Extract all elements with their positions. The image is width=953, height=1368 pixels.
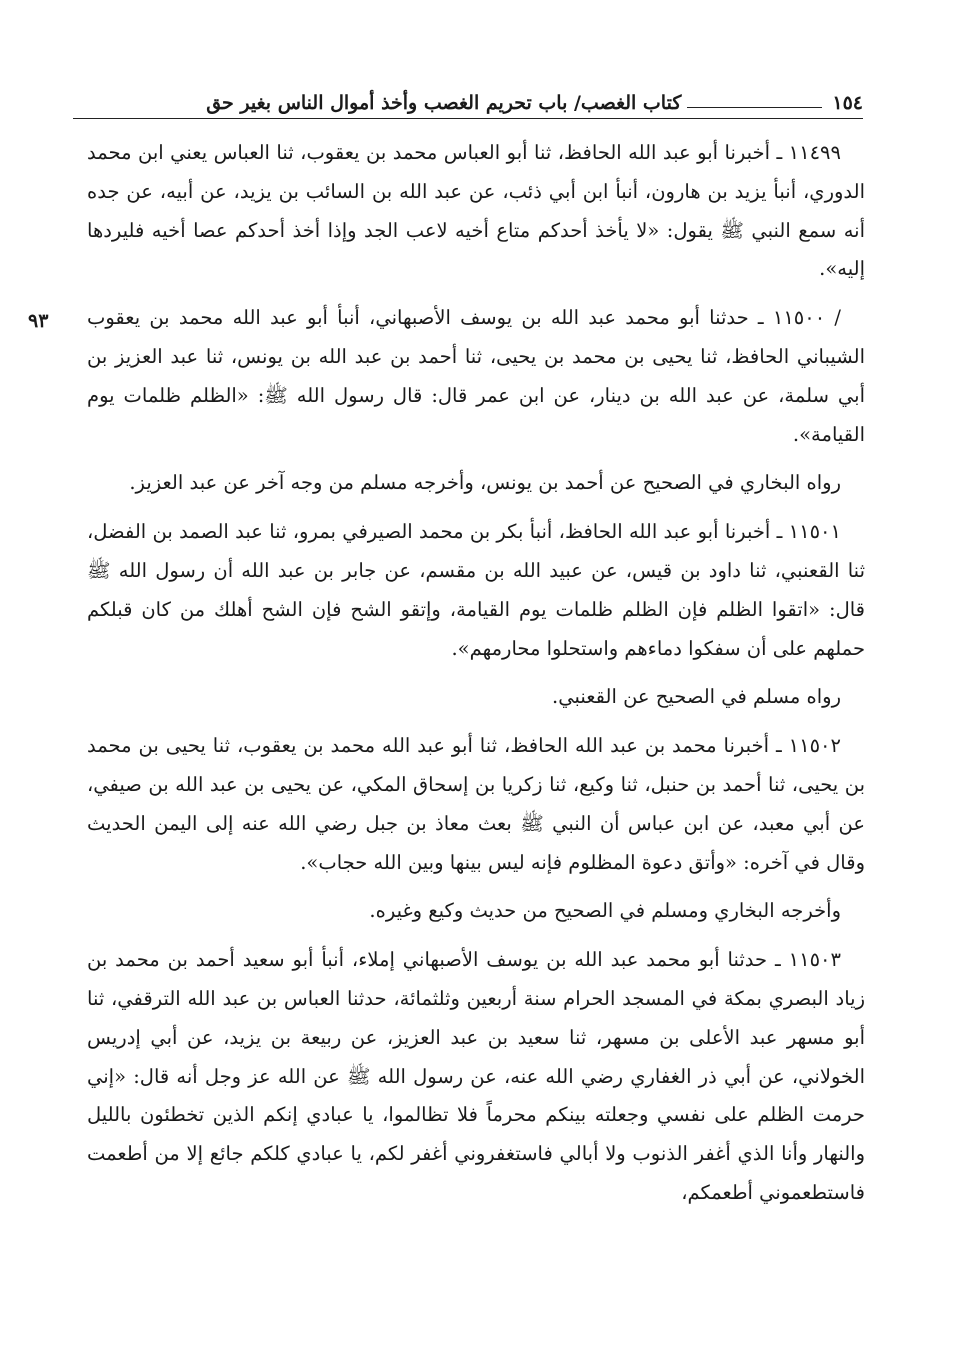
- hadith-paragraph: ١١٤٩٩ ـ أخبرنا أبو عبد الله الحافظ، ثنا أبو العباس محمد بن يعقوب، ثنا العباس يعني ابن محمد الدوري، أنبأ يزيد بن هارون، أنبأ ابن أبي ذئب، عن عبد الله بن السائب بن يزيد، عن أبيه، عن جده أنه سمع النبي ﷺ يقول: «لا يأخذ أحدكم متاع أخيه لاعب الجد وإذا أخذ أحدكم عصا أخيه فليردها إليه».: [87, 141, 865, 281]
- header-rule: [687, 107, 822, 108]
- commentary-paragraph: رواه مسلم في الصحيح عن القعنبي.: [552, 685, 841, 709]
- hadith-paragraph: / ١١٥٠٠ ـ حدثنا أبو محمد عبد الله بن يوسف الأصبهاني، أنبأ أبو عبد الله محمد بن يعقوب الشيباني الحافظ، ثنا يحيى بن محمد بن يحيى، ثنا أحمد بن عبد الله بن يونس، ثنا عبد العزيز بن أبي سلمة، عن عبد الله بن دينار، عن ابن عمر قال: قال رسول الله ﷺ: «الظلم ظلمات يوم القيامة».: [87, 306, 865, 446]
- hadith-paragraph: ١١٥٠٢ ـ أخبرنا محمد بن عبد الله الحافظ، ثنا أبو عبد الله محمد بن يعقوب، ثنا يحيى بن محمد بن يحيى، ثنا أحمد بن حنبل، ثنا وكيع، ثنا زكريا بن إسحاق المكي، عن يحيى بن عبد الله بن صيفي، عن أبي معبد، عن ابن عباس أن النبي ﷺ بعث معاذ بن جبل رضي الله عنه إلى اليمن الحديث وقال في آخره: «وأتق دعوة المظلوم فإنه ليس بينها وبين الله حجاب».: [87, 734, 865, 874]
- page-body: [87, 134, 865, 1223]
- page-number: ١٥٤: [832, 92, 863, 114]
- margin-page-number: ٩٣: [28, 310, 49, 332]
- hadith-paragraph: ١١٥٠١ ـ أخبرنا أبو عبد الله الحافظ، أنبأ بكر بن محمد الصيرفي بمرو، ثنا عبد الصمد بن الفضل، ثنا القعنبي، ثنا داود بن قيس، عن عبيد الله بن مقسم، عن جابر بن عبد الله أن رسول الله ﷺ قال: «اتقوا الظلم فإن الظلم ظلمات يوم القيامة، وإتقو الشح فإن الشح أهلك من كان قبلكم حملهم على أن سفكوا دماءهم واستحلوا محارمهم».: [87, 520, 865, 660]
- running-header: [73, 84, 863, 119]
- commentary-paragraph: وأخرجه البخاري ومسلم في الصحيح من حديث وكيع وغيره.: [369, 899, 841, 923]
- hadith-paragraph: ١١٥٠٣ ـ حدثنا أبو محمد عبد الله بن يوسف الأصبهاني إملاء، أنبأ أبو سعيد أحمد بن محمد بن زياد البصري بمكة في المسجد الحرام سنة أربعين وثلثمائة، حدثنا العباس بن عبد الله الترقفي، ثنا أبو مسهر عبد الأعلى بن مسهر، ثنا سعيد بن عبد العزيز، عن ربيعة بن يزيد، عن أبي إدريس الخولاني، عن أبي ذر الغفاري رضي الله عنه، عن رسول الله ﷺ عن الله عز وجل أنه قال: «إني حرمت الظلم على نفسي وجعلته بينكم محرماً فلا تظالموا، يا عبادي إنكم الذين تخطئون بالليل والنهار وأنا الذي أغفر الذنوب ولا أبالي فاستغفروني أغفر لكم، يا عبادي كلكم جائع إلا من أطعمت فاستطعموني أطعمكم،: [87, 948, 865, 1204]
- chapter-title: كتاب الغصب/ باب تحريم الغصب وأخذ أموال الناس بغير حق: [206, 92, 682, 114]
- commentary-paragraph: رواه البخاري في الصحيح عن أحمد بن يونس، وأخرجه مسلم من وجه آخر عن عبد العزيز.: [129, 471, 841, 495]
